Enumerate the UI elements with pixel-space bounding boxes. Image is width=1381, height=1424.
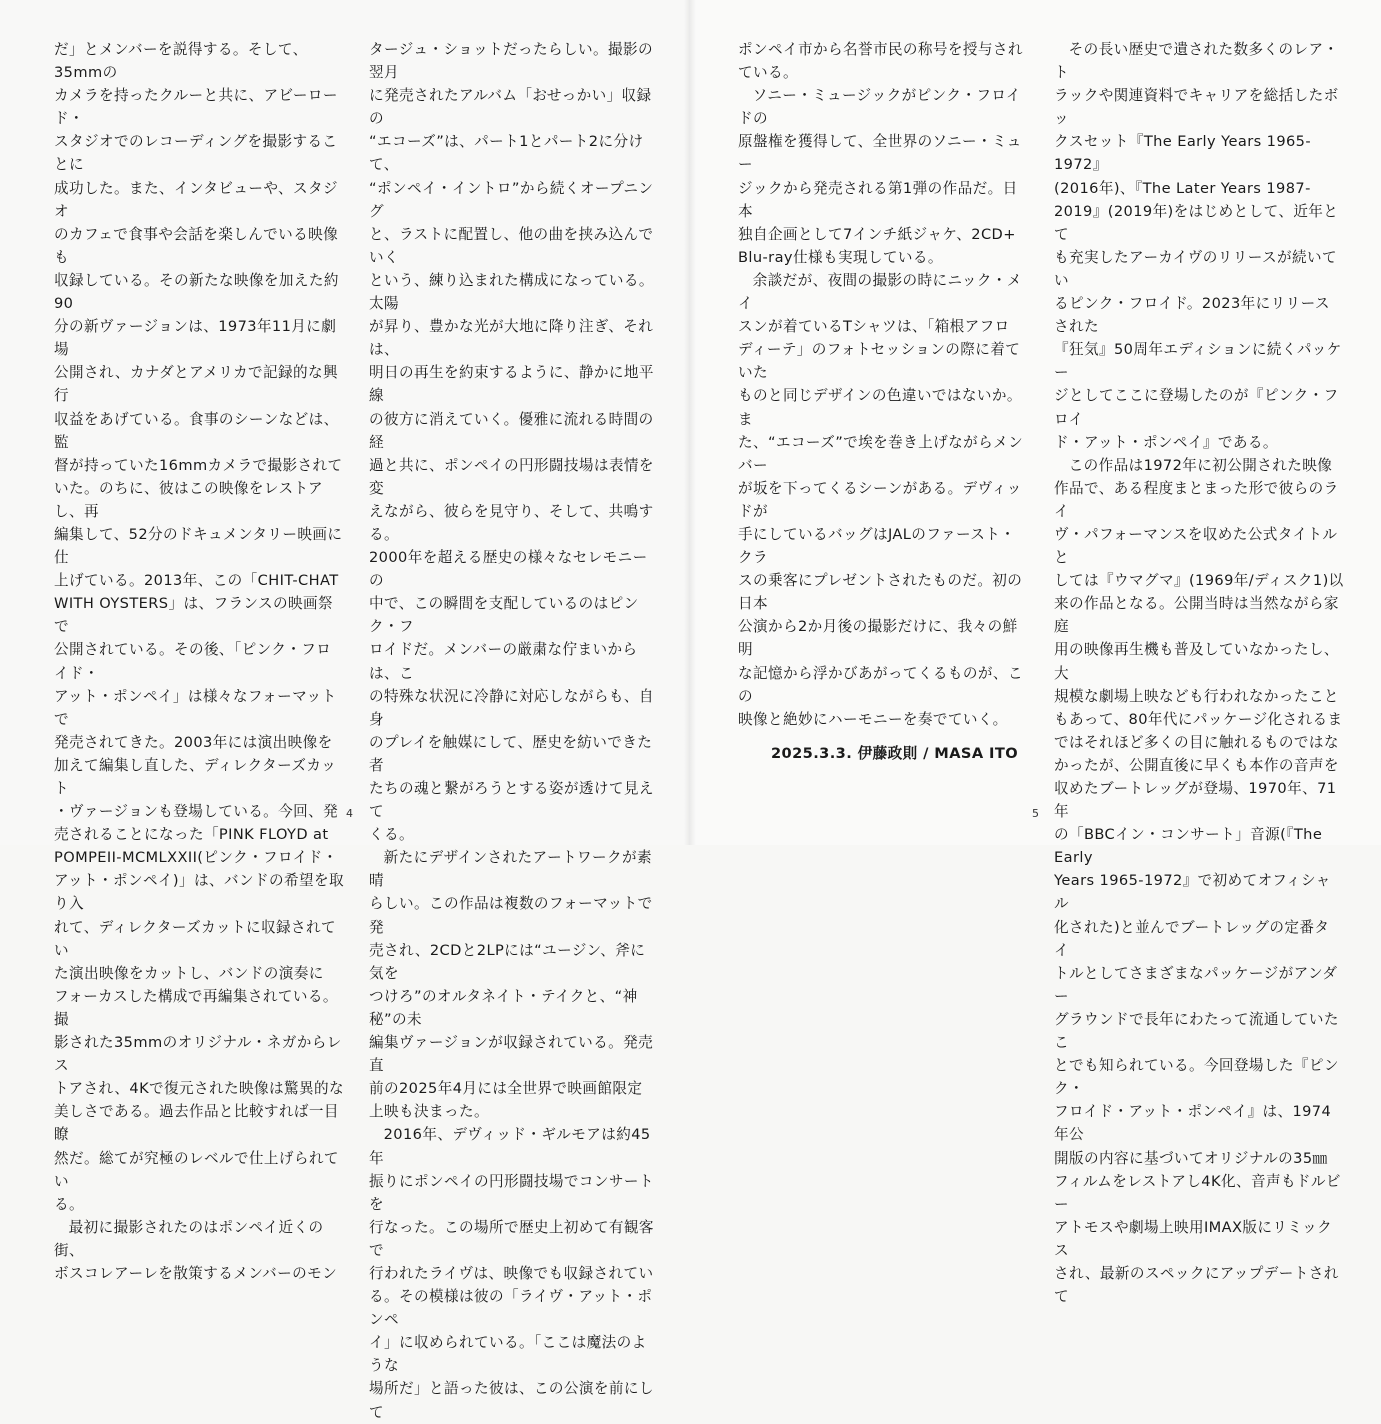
paragraph: だ」とメンバーを説得する。そして、35mmの カメラを持ったクルーと共に、アビーロード・ スタジオでのレコーディングを撮影することに 成功した。また、インタビューや、スタジオ のカフェで食事や会話を楽しんでいる映像も 収録している。その新たな映像を加えた約90 分の新ヴァージョンは、1973年11月に劇場 公開され、カナダとアメリカで記録的な興行 収益をあげている。食事のシーンなどは、監 督が持っていた16mmカメラで撮影されて いた。のちに、彼はこの映像をレストアし、再 編集して、52分のドキュメンタリー映画に仕 上げている。2013年、この「CHIT-CHAT WITH OYSTERS」は、フランスの映画祭で 公開されている。その後、「ピンク・フロイド・ アット・ポンペイ」は様々なフォーマットで 発売されてきた。2003年には演出映像を 加えて編集し直した、ディレクターズカット ・ヴァージョンも登場している。今回、発 売されることになった「PINK FLOYD at POMPEII-MCMLXXII(ピンク・フロイド・ アット・ポンペイ)」は、バンドの希望を取り入 れて、ディレクターズカットに収録されてい た演出映像をカットし、バンドの演奏に フォーカスした構成で再編集されている。撮 影された35mmのオリジナル・ネガからレス トアされ、4Kで復元された映像は驚異的な 美しさである。過去作品と比較すれば一目瞭 然だ。総てが究極のレベルで仕上げられてい る。 — [54, 41, 344, 1213]
text-column-3 — [738, 38, 1028, 765]
paragraph: 余談だが、夜間の撮影の時にニック・メイ スンが着ているTシャツは、「箱根アフロ ディーテ」のフォトセッションの際に着ていた ものと同じデザインの色違いではないか。ま た、“エコーズ”で埃を巻き上げながらメンバー が坂を下ってくるシーンがある。デヴィッドが 手にしているバッグはJALのファースト・クラ スの乗客にプレゼントされたものだ。初の日本 公演から2か月後の撮影だけに、我々の鮮明 な記憶から浮かびあがってくるものが、この 映像と絶妙にハーモニーを奏でていく。 — [738, 271, 1024, 728]
paragraph: 最初に撮影されたのはポンペイ近くの街、 ボスコレアーレを散策するメンバーのモン — [54, 1218, 338, 1282]
text-column-2 — [369, 38, 659, 1424]
left-page — [0, 0, 690, 1421]
paragraph: ソニー・ミュージックがピンク・フロイドの 原盤権を獲得して、全世界のソニー・ミュー ジックから発売される第1弾の作品だ。日本 独自企画として7インチ紙ジャケ、2CD+ Blu-ray仕様も実現している。 — [738, 87, 1022, 266]
right-page — [690, 0, 1381, 1306]
text-column-1 — [54, 38, 344, 1285]
paragraph: ポンペイ市から名誉市民の称号を授与され ている。 — [738, 41, 1023, 82]
paragraph: 2016年、デヴィッド・ギルモアは約45年 振りにポンペイの円形闘技場でコンサートを 行なった。この場所で歴史上初めて有観客で 行われたライヴは、映像でも収録されてい る。その模様は彼の「ライヴ・アット・ポンペ イ」に収められている。「ここは魔法のような 場所だ」と語った彼は、この公演を前にして — [369, 1126, 654, 1421]
author-signature: 2025.3.3. 伊藤政則 / MASA ITO — [771, 744, 1018, 762]
book-gutter — [684, 0, 696, 845]
paragraph: 新たにデザインされたアートワークが素晴 らしい。この作品は複数のフォーマットで発 売され、2CDと2LPには“ユージン、斧に気を つけろ”のオルタネイト・テイクと、“神秘”の未 編集ヴァージョンが収録されている。発売直 前の2025年4月には全世界で映画館限定 上映も決まった。 — [369, 849, 654, 1121]
paragraph: この作品は1972年に初公開された映像 作品で、ある程度まとまった形で彼らのライ ヴ・パフォーマンスを収めた公式タイトルと しては『ウマグマ』(1969年/ディスク1)以 来の作品となる。公開当時は当然ながら家庭 用の映像再生機も普及していなかったし、大 規模な劇場上映なども行われなかったこと もあって、80年代にパッケージ化されるま ではそれほど多くの目に触れるものではな かったが、公開直後に早くも本作の音声を 収めたブートレッグが登場、1970年、71年 の「BBCイン・コンサート」音源(『The Early Years 1965-1972』で初めてオフィシャル 化された)と並んでブートレッグの定番タイ トルとしてさまざまなパッケージがアンダー グラウンドで長年にわたって流通していたこ とでも知られている。今回登場した『ピンク・ フロイド・アット・ポンペイ』は、1974年公 開版の内容に基づいてオリジナルの35㎜ フィルムをレストアし4K化、音声もドルビー アトモスや劇場上映用IMAX版にリミックス され、最新のスペックにアップデートされて — [1054, 456, 1344, 1306]
paragraph: タージュ・ショットだったらしい。撮影の翌月 に発売されたアルバム「おせっかい」収録の “エコーズ”は、パート1とパート2に分けて、 “ポンペイ・イントロ”から続くオープニング と、ラストに配置し、他の曲を挟み込んでいく という、練り込まれた構成になっている。太陽 が昇り、豊かな光が大地に降り注ぎ、それは、 明日の再生を約束するように、静かに地平線 の彼方に消えていく。優雅に流れる時間の経 過と共に、ポンペイの円形闘技場は表情を変 えながら、彼らを見守り、そして、共鳴する。 2000年を超える歴史の様々なセレモニーの 中で、この瞬間を支配しているのはピンク・フ ロイドだ。メンバーの厳粛な佇まいからは、こ の特殊な状況に冷静に対応しながらも、自身 のプレイを触媒にして、歴史を紡いできた者 たちの魂と繋がろうとする姿が透けて見えて くる。 — [369, 41, 654, 844]
page-number: 5 — [1032, 807, 1039, 820]
text-column-4 — [1054, 38, 1344, 1308]
paragraph: その長い歴史で遺された数多くのレア・ト ラックや関連資料でキャリアを総括したボッ クスセット『The Early Years 1965-1972』 (2016年)、『The Later Years 1987- 2019』(2019年)をはじめとして、近年とて も充実したアーカイヴのリリースが続いてい るピンク・フロイド。2023年にリリースされた 『狂気』50周年エディションに続くパッケー ジとしてここに登場したのが『ピンク・フロイ ド・アット・ポンペイ』である。 — [1054, 41, 1342, 451]
page-number: 4 — [346, 807, 353, 820]
